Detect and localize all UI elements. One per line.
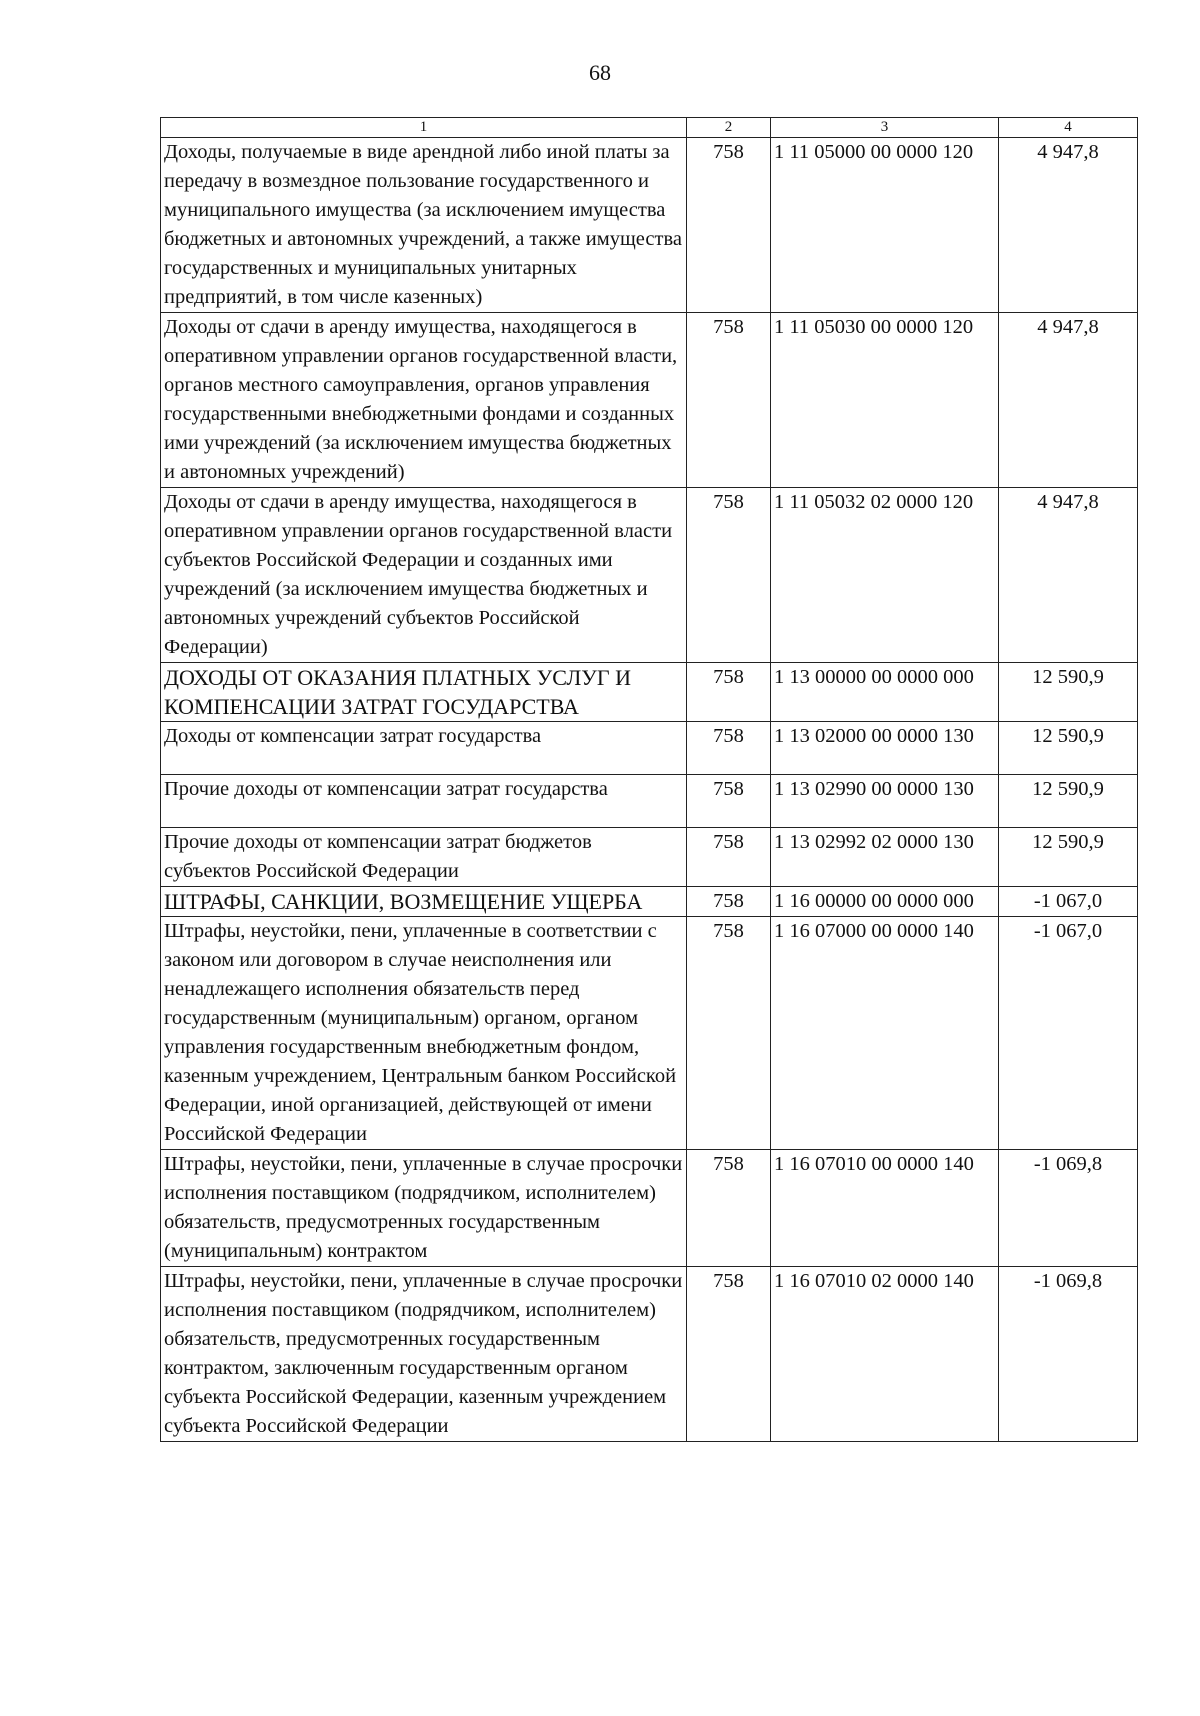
row-admin-code: 758 bbox=[687, 1150, 771, 1267]
table-row-section bbox=[161, 887, 1138, 917]
table-row bbox=[161, 1150, 1138, 1267]
row-name: ШТРАФЫ, САНКЦИИ, ВОЗМЕЩЕНИЕ УЩЕРБА bbox=[161, 887, 687, 917]
row-budget-code: 1 16 07010 02 0000 140 bbox=[771, 1267, 999, 1442]
table-row bbox=[161, 722, 1138, 775]
row-sum: -1 067,0 bbox=[999, 887, 1138, 917]
row-sum: 12 590,9 bbox=[999, 828, 1138, 887]
row-admin-code: 758 bbox=[687, 887, 771, 917]
row-admin-code: 758 bbox=[687, 663, 771, 722]
row-budget-code: 1 11 05000 00 0000 120 bbox=[771, 138, 999, 313]
table-row bbox=[161, 488, 1138, 663]
header-col-4: 4 bbox=[999, 118, 1138, 138]
table-row-section bbox=[161, 663, 1138, 722]
table-row bbox=[161, 828, 1138, 887]
header-col-1: 1 bbox=[161, 118, 687, 138]
row-sum: 12 590,9 bbox=[999, 722, 1138, 775]
row-name: Доходы, получаемые в виде арендной либо иной платы за передачу в возмездное пользование государственного и муниципального имущества (за исключением имущества бюджетных и автономных учреждений, а также имущества государственных и муниципальных унитарных предприятий, в том числе казенных) bbox=[161, 138, 687, 313]
table-header-row bbox=[161, 118, 1138, 138]
row-name: Штрафы, неустойки, пени, уплаченные в соответствии с законом или договором в случае неисполнения или ненадлежащего исполнения обязательств перед государственным (муниципальным) органом, органом управления государственным внебюджетным фондом, казенным учреждением, Центральным банком Российской Федерации, иной организацией, действующей от имени Российской Федерации bbox=[161, 917, 687, 1150]
row-name: Доходы от сдачи в аренду имущества, находящегося в оперативном управлении органов государственной власти, органов местного самоуправления, органов управления государственными внебюджетными фондами и созданных ими учреждений (за исключением имущества бюджетных и автономных учреждений) bbox=[161, 313, 687, 488]
row-sum: -1 067,0 bbox=[999, 917, 1138, 1150]
row-name: Штрафы, неустойки, пени, уплаченные в случае просрочки исполнения поставщиком (подрядчиком, исполнителем) обязательств, предусмотренных государственным контрактом, заключенным государственным органом субъекта Российской Федерации, казенным учреждением субъекта Российской Федерации bbox=[161, 1267, 687, 1442]
header-col-3: 3 bbox=[771, 118, 999, 138]
row-name: ДОХОДЫ ОТ ОКАЗАНИЯ ПЛАТНЫХ УСЛУГ И КОМПЕНСАЦИИ ЗАТРАТ ГОСУДАРСТВА bbox=[161, 663, 687, 722]
row-budget-code: 1 16 07010 00 0000 140 bbox=[771, 1150, 999, 1267]
row-budget-code: 1 13 02000 00 0000 130 bbox=[771, 722, 999, 775]
row-name: Прочие доходы от компенсации затрат государства bbox=[161, 775, 687, 828]
row-name: Прочие доходы от компенсации затрат бюджетов субъектов Российской Федерации bbox=[161, 828, 687, 887]
table-row bbox=[161, 138, 1138, 313]
row-admin-code: 758 bbox=[687, 828, 771, 887]
revenue-table bbox=[160, 117, 1138, 1442]
row-sum: 4 947,8 bbox=[999, 488, 1138, 663]
row-name: Доходы от компенсации затрат государства bbox=[161, 722, 687, 775]
table-row bbox=[161, 917, 1138, 1150]
row-name: Доходы от сдачи в аренду имущества, находящегося в оперативном управлении органов государственной власти субъектов Российской Федерации и созданных ими учреждений (за исключением имущества бюджетных и автономных учреждений субъектов Российской Федерации) bbox=[161, 488, 687, 663]
table-row bbox=[161, 1267, 1138, 1442]
row-sum: 12 590,9 bbox=[999, 775, 1138, 828]
row-budget-code: 1 16 00000 00 0000 000 bbox=[771, 887, 999, 917]
row-sum: 4 947,8 bbox=[999, 138, 1138, 313]
table-row bbox=[161, 313, 1138, 488]
row-budget-code: 1 16 07000 00 0000 140 bbox=[771, 917, 999, 1150]
table-row bbox=[161, 775, 1138, 828]
row-budget-code: 1 13 02992 02 0000 130 bbox=[771, 828, 999, 887]
row-name: Штрафы, неустойки, пени, уплаченные в случае просрочки исполнения поставщиком (подрядчиком, исполнителем) обязательств, предусмотренных государственным (муниципальным) контрактом bbox=[161, 1150, 687, 1267]
row-admin-code: 758 bbox=[687, 488, 771, 663]
page-number: 68 bbox=[589, 60, 611, 85]
row-budget-code: 1 13 02990 00 0000 130 bbox=[771, 775, 999, 828]
row-sum: -1 069,8 bbox=[999, 1150, 1138, 1267]
row-admin-code: 758 bbox=[687, 722, 771, 775]
row-sum: 4 947,8 bbox=[999, 313, 1138, 488]
row-budget-code: 1 11 05032 02 0000 120 bbox=[771, 488, 999, 663]
row-admin-code: 758 bbox=[687, 138, 771, 313]
row-budget-code: 1 11 05030 00 0000 120 bbox=[771, 313, 999, 488]
header-col-2: 2 bbox=[687, 118, 771, 138]
row-sum: 12 590,9 bbox=[999, 663, 1138, 722]
row-admin-code: 758 bbox=[687, 775, 771, 828]
row-admin-code: 758 bbox=[687, 1267, 771, 1442]
row-admin-code: 758 bbox=[687, 313, 771, 488]
row-admin-code: 758 bbox=[687, 917, 771, 1150]
row-sum: -1 069,8 bbox=[999, 1267, 1138, 1442]
row-budget-code: 1 13 00000 00 0000 000 bbox=[771, 663, 999, 722]
